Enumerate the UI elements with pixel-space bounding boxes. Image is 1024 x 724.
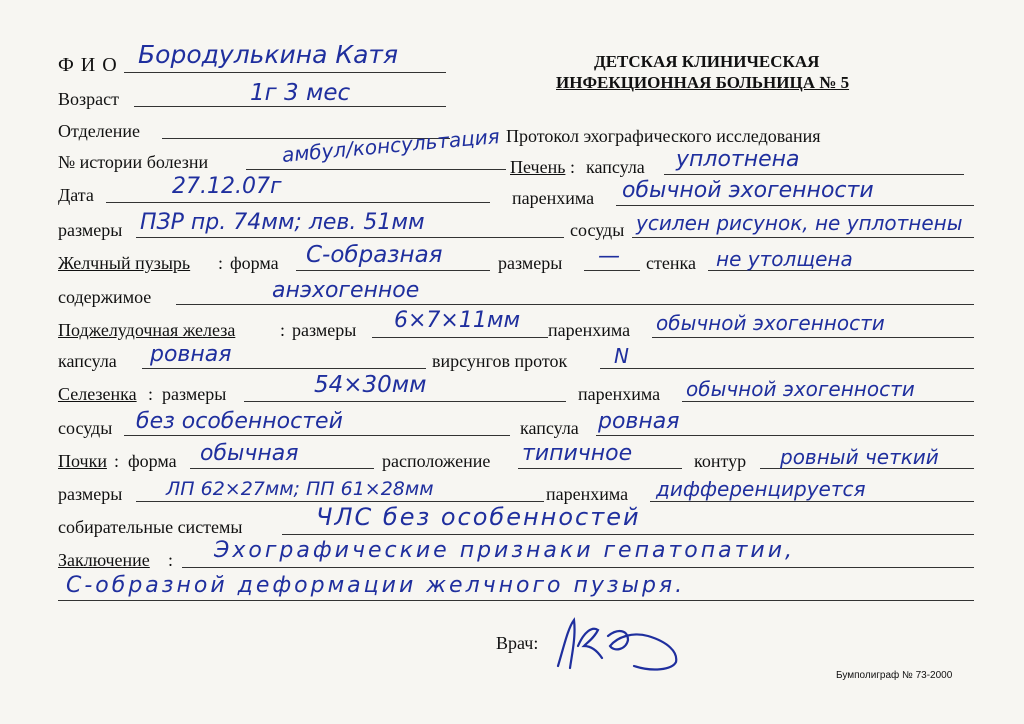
hospital-name-line2: ИНФЕКЦИОННАЯ БОЛЬНИЦА № 5	[556, 73, 850, 92]
kidneys-position-value: типичное	[522, 441, 633, 466]
collecting-systems-value: ЧЛС без особенностей	[316, 503, 641, 531]
gallbladder-sizes-line	[584, 270, 640, 271]
pancreas-parenchyma-label: паренхима	[548, 320, 631, 340]
gallbladder-contents-label: содержимое	[58, 287, 152, 307]
age-label: Возраст	[58, 89, 119, 109]
conclusion-line-1	[182, 567, 974, 568]
pancreas-label-colon: :	[280, 320, 286, 340]
liver-sizes-label: размеры	[58, 220, 123, 240]
gallbladder-sizes-value: —	[598, 244, 620, 269]
gallbladder-contents-line	[176, 304, 974, 305]
kidneys-contour-label: контур	[694, 451, 747, 471]
liver-vessels-line	[632, 237, 974, 238]
fio-value: Бородулькина Катя	[138, 40, 399, 69]
gallbladder-contents-value: анэхогенное	[272, 278, 420, 303]
gallbladder-label: Желчный пузырь	[58, 253, 191, 273]
conclusion-label: Заключение	[58, 550, 150, 570]
kidneys-form-line	[190, 468, 374, 469]
liver-capsule-value: уплотнена	[676, 147, 800, 172]
spleen-capsule-label: капсула	[520, 418, 579, 438]
pancreas-sizes-line	[372, 337, 548, 338]
liver-parenchyma-line	[616, 205, 974, 206]
liver-parenchyma-label: паренхима	[512, 188, 595, 208]
gallbladder-form-label: форма	[230, 253, 279, 273]
kidneys-label: Почки	[58, 451, 107, 471]
kidneys-form-label: форма	[128, 451, 177, 471]
collecting-systems-line	[282, 534, 974, 535]
pancreas-capsule-line	[142, 368, 426, 369]
kidneys-form-value: обычная	[200, 441, 299, 466]
age-value: 1г 3 мес	[250, 80, 351, 106]
date-label: Дата	[58, 185, 94, 205]
pancreas-parenchyma-line	[652, 337, 974, 338]
gallbladder-label-colon: :	[218, 253, 224, 273]
liver-label: Печень	[510, 157, 566, 177]
kidneys-position-label: расположение	[382, 451, 491, 471]
pancreas-capsule-value: ровная	[150, 342, 232, 367]
spleen-sizes-label: размеры	[162, 384, 227, 404]
liver-parenchyma-value: обычной эхогенности	[622, 178, 874, 203]
collecting-systems-label: собирательные системы	[58, 517, 243, 537]
liver-capsule-line	[664, 174, 964, 175]
spleen-parenchyma-label: паренхима	[578, 384, 661, 404]
pancreas-parenchyma-value: обычной эхогенности	[656, 311, 885, 335]
fio-line	[124, 72, 446, 73]
pancreas-sizes-value: 6×7×11мм	[394, 308, 521, 333]
kidneys-contour-value: ровный четкий	[780, 445, 939, 469]
liver-vessels-value: усилен рисунок, не уплотнены	[636, 211, 963, 235]
doctor-signature-image	[548, 606, 698, 686]
spleen-label-colon: :	[148, 384, 154, 404]
pancreas-capsule-label: капсула	[58, 351, 117, 371]
department-label: Отделение	[58, 121, 141, 141]
gallbladder-form-value: С-образная	[306, 242, 443, 268]
pancreas-sizes-label: размеры	[292, 320, 357, 340]
date-line	[106, 202, 490, 203]
spleen-vessels-value: без особенностей	[136, 409, 343, 434]
protocol-title: Протокол эхографического исследования	[506, 126, 821, 146]
pancreas-duct-value: N	[614, 344, 629, 368]
liver-capsule-label: капсула	[586, 157, 645, 177]
liver-vessels-label: сосуды	[570, 220, 625, 240]
conclusion-line-2	[58, 600, 974, 601]
history-label: № истории болезни	[58, 152, 209, 172]
spleen-sizes-line	[244, 401, 566, 402]
department-value: амбул/консультация	[280, 124, 501, 167]
spleen-vessels-line	[124, 435, 510, 436]
kidneys-sizes-value: ЛП 62×27мм; ПП 61×28мм	[166, 478, 434, 500]
date-value: 27.12.07г	[172, 174, 282, 199]
spleen-vessels-label: сосуды	[58, 418, 113, 438]
gallbladder-wall-value: не утолщена	[716, 247, 853, 271]
kidneys-sizes-label: размеры	[58, 484, 123, 504]
conclusion-value-line1: Эхографические признаки гепатопатии,	[214, 538, 795, 563]
spleen-capsule-line	[596, 435, 974, 436]
liver-label-colon: :	[570, 157, 576, 177]
liver-sizes-value: ПЗР пр. 74мм; лев. 51мм	[140, 210, 425, 235]
spleen-label: Селезенка	[58, 384, 137, 404]
liver-sizes-line	[136, 237, 564, 238]
kidneys-position-line	[518, 468, 682, 469]
conclusion-value-line2: С-образной деформации желчного пузыря.	[66, 573, 686, 598]
kidneys-parenchyma-label: паренхима	[546, 484, 629, 504]
spleen-parenchyma-value: обычной эхогенности	[686, 377, 915, 401]
gallbladder-sizes-label: размеры	[498, 253, 563, 273]
pancreas-label: Поджелудочная железа	[58, 320, 236, 340]
spleen-capsule-value: ровная	[598, 409, 680, 434]
pancreas-duct-line	[600, 368, 974, 369]
fio-label: Ф И О	[58, 54, 118, 76]
history-line	[246, 169, 506, 170]
print-imprint: Бумполиграф № 73-2000	[836, 670, 953, 681]
gallbladder-form-line	[296, 270, 490, 271]
spleen-sizes-value: 54×30мм	[314, 372, 427, 398]
conclusion-label-colon: :	[168, 550, 174, 570]
gallbladder-wall-label: стенка	[646, 253, 696, 273]
age-line	[134, 106, 446, 107]
hospital-name-line1: ДЕТСКАЯ КЛИНИЧЕСКАЯ	[594, 52, 820, 71]
kidneys-parenchyma-value: дифференцируется	[656, 477, 866, 501]
pancreas-duct-label: вирсунгов проток	[432, 351, 568, 371]
doctor-label: Врач:	[496, 633, 539, 653]
kidneys-label-colon: :	[114, 451, 120, 471]
